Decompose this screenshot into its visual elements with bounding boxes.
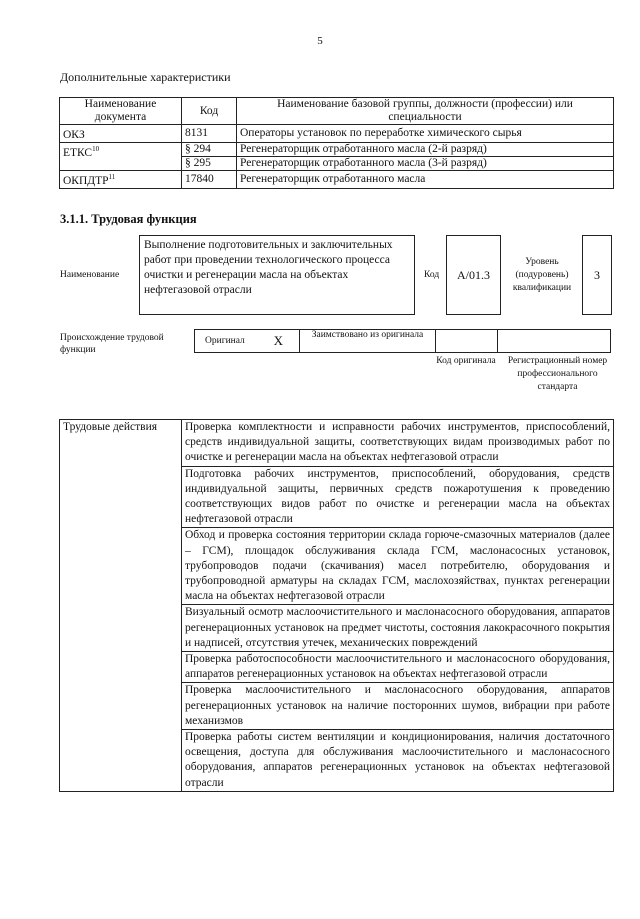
function-code-value: А/01.3	[446, 235, 501, 315]
page-number: 5	[317, 35, 323, 47]
borrowed-cell: Заимствовано из оригинала	[299, 329, 436, 353]
list-item: Проверка работы систем вентиляции и кондиционирования, наличия достаточного освещения, доступа для обслуживания маслоочистительного и маслонасосного оборудования, аппаратов регенерационных установок на объектах нефтегазовой отрасли	[182, 730, 614, 792]
list-item: Подготовка рабочих инструментов, приспособлений, оборудования, средств индивидуальной защиты, первичных средств пожаротушения к проведению соответствующих видов работ по очистке и регенерации масла на объектах нефтегазовой отрасли	[182, 466, 614, 528]
origin-code-cell	[435, 329, 498, 353]
row-name: Регенераторщик отработанного масла	[237, 170, 614, 188]
function-code-label: Код	[424, 270, 440, 280]
row-name: Регенераторщик отработанного масла (2-й разряд)	[237, 142, 614, 156]
reg-number-label: Регистрационный номер профессионального стандарта	[507, 356, 608, 392]
list-item: Проверка работоспособности маслоочистительного и маслонасосного оборудования, аппаратов регенерационных установок на объектах нефтегазовой отрасли	[182, 652, 614, 683]
function-name-label: Наименование	[60, 270, 120, 280]
original-mark: X	[273, 333, 283, 348]
list-item: Визуальный осмотр маслоочистительного и маслонасосного оборудования, аппаратов регенерационных установок на предмет чистоты, состояния лакокрасочного покрытия и надписей, отсутствия утечек, механических повреждений	[182, 605, 614, 652]
row-name: Операторы установок по переработке химического сырья	[237, 125, 614, 143]
row-code: § 294	[182, 142, 237, 156]
row-document: ОКПДТР$^{11}$	[60, 170, 182, 188]
labor-actions-label: Трудовые действия	[60, 420, 182, 792]
additional-characteristics-table	[59, 97, 614, 189]
original-label: Оригинал	[205, 336, 245, 346]
table-row	[60, 125, 614, 143]
table-row	[60, 170, 614, 188]
row-name: Регенераторщик отработанного масла (3-й разряд)	[237, 156, 614, 170]
function-name-box: Выполнение подготовительных и заключительных работ при проведении технологического процесса очистки и регенерации масла на объектах нефтегазовой отрасли	[139, 235, 415, 315]
header-document: Наименование документа	[60, 98, 182, 125]
table-row	[60, 142, 614, 156]
list-item: Проверка маслоочистительного и маслонасосного оборудования, аппаратов регенерационных установок на наличие посторонних шумов, вибрации при работе механизмов	[182, 683, 614, 730]
row-document: ЕТКС$^{10}$	[60, 142, 182, 170]
reg-number-cell	[497, 329, 611, 353]
list-item: Обход и проверка состояния территории склада горюче-смазочных материалов (далее – ГСМ), площадок обслуживания склада ГСМ, маслонасосных установок, трубопроводов подачи (скачивания) масел потребителю, оборудования и трубопроводной арматуры на складах ГСМ, маслохозяйствах, пунктах регенерации масла на объектах нефтегазовой отрасли	[182, 528, 614, 605]
row-code: 8131	[182, 125, 237, 143]
qualification-level-value: 3	[582, 235, 612, 315]
table-row	[60, 420, 614, 467]
row-code: 17840	[182, 170, 237, 188]
origin-row	[194, 329, 611, 353]
header-group-name: Наименование базовой группы, должности (профессии) или специальности	[237, 98, 614, 125]
qualification-level-label: Уровень (подуровень) квалификации	[512, 257, 572, 293]
origin-label: Происхождение трудовой функции	[60, 333, 164, 355]
header-code: Код	[182, 98, 237, 125]
list-item: Проверка комплектности и исправности рабочих инструментов, приспособлений, средств индивидуальной защиты, соответствующих видам производимых работ по очистке и регенерации масла на объектах нефтегазовой отрасли	[182, 420, 614, 467]
section-title: 3.1.1. Трудовая функция	[60, 212, 197, 226]
row-document: ОКЗ	[60, 125, 182, 143]
table-header-row	[60, 98, 614, 125]
original-cell	[194, 329, 300, 353]
origin-code-label: Код оригинала	[436, 356, 496, 366]
additional-characteristics-title: Дополнительные характеристики	[60, 70, 231, 84]
row-code: § 295	[182, 156, 237, 170]
labor-actions-table	[59, 419, 614, 792]
